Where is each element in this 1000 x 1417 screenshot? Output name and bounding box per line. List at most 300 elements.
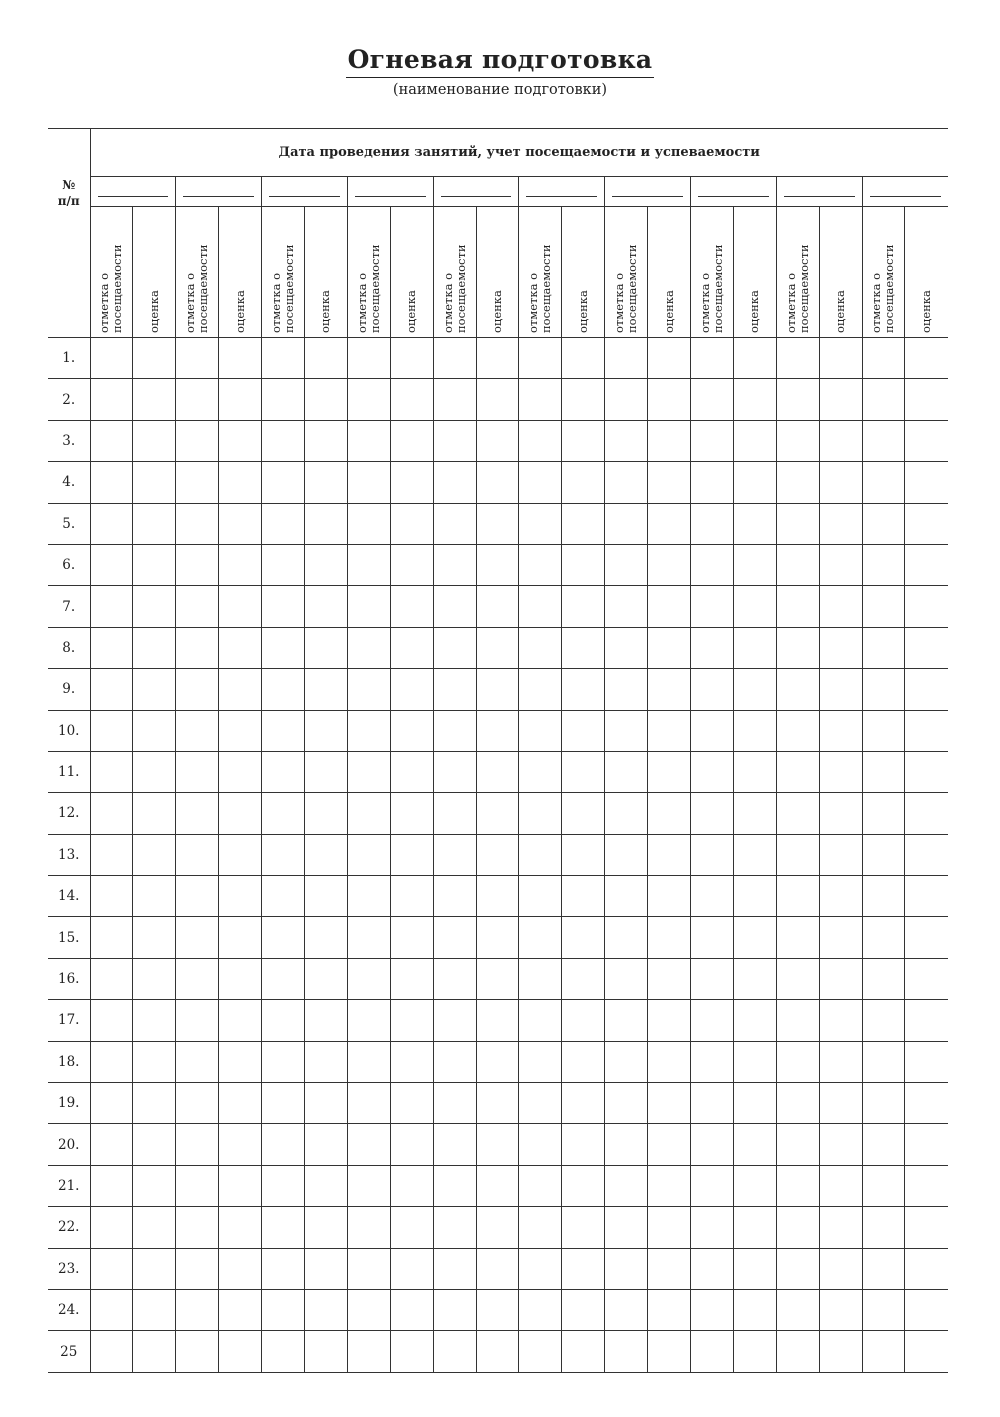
- grade-cell[interactable]: [819, 958, 862, 999]
- attendance-cell[interactable]: [862, 876, 905, 917]
- attendance-cell[interactable]: [433, 1041, 476, 1082]
- grade-cell[interactable]: [219, 338, 262, 379]
- attendance-cell[interactable]: [176, 1000, 219, 1041]
- attendance-cell[interactable]: [262, 1083, 305, 1124]
- attendance-cell[interactable]: [690, 1041, 733, 1082]
- grade-cell[interactable]: [219, 1248, 262, 1289]
- attendance-cell[interactable]: [776, 379, 819, 420]
- grade-cell[interactable]: [819, 338, 862, 379]
- grade-cell[interactable]: [905, 1165, 948, 1206]
- date-blank-cell[interactable]: [347, 177, 433, 207]
- grade-cell[interactable]: [133, 1331, 176, 1372]
- grade-cell[interactable]: [648, 1000, 691, 1041]
- attendance-cell[interactable]: [262, 1041, 305, 1082]
- grade-cell[interactable]: [476, 1207, 519, 1248]
- grade-cell[interactable]: [304, 710, 347, 751]
- grade-cell[interactable]: [304, 1331, 347, 1372]
- attendance-cell[interactable]: [690, 917, 733, 958]
- grade-cell[interactable]: [733, 1207, 776, 1248]
- grade-cell[interactable]: [476, 544, 519, 585]
- grade-cell[interactable]: [476, 1331, 519, 1372]
- attendance-cell[interactable]: [176, 958, 219, 999]
- grade-cell[interactable]: [133, 834, 176, 875]
- grade-cell[interactable]: [476, 586, 519, 627]
- grade-cell[interactable]: [219, 834, 262, 875]
- attendance-cell[interactable]: [776, 669, 819, 710]
- attendance-cell[interactable]: [690, 1207, 733, 1248]
- grade-cell[interactable]: [733, 834, 776, 875]
- grade-cell[interactable]: [562, 544, 605, 585]
- grade-cell[interactable]: [390, 751, 433, 792]
- grade-cell[interactable]: [819, 1165, 862, 1206]
- attendance-cell[interactable]: [347, 834, 390, 875]
- attendance-cell[interactable]: [862, 1331, 905, 1372]
- grade-cell[interactable]: [390, 669, 433, 710]
- grade-cell[interactable]: [219, 544, 262, 585]
- grade-cell[interactable]: [733, 379, 776, 420]
- grade-cell[interactable]: [304, 669, 347, 710]
- grade-cell[interactable]: [304, 958, 347, 999]
- grade-cell[interactable]: [905, 338, 948, 379]
- grade-cell[interactable]: [905, 958, 948, 999]
- attendance-cell[interactable]: [262, 876, 305, 917]
- grade-cell[interactable]: [390, 1000, 433, 1041]
- attendance-cell[interactable]: [776, 503, 819, 544]
- attendance-cell[interactable]: [776, 710, 819, 751]
- grade-cell[interactable]: [476, 669, 519, 710]
- attendance-cell[interactable]: [519, 338, 562, 379]
- attendance-cell[interactable]: [519, 627, 562, 668]
- grade-cell[interactable]: [819, 669, 862, 710]
- attendance-cell[interactable]: [519, 1207, 562, 1248]
- grade-cell[interactable]: [562, 627, 605, 668]
- attendance-cell[interactable]: [433, 834, 476, 875]
- grade-cell[interactable]: [905, 462, 948, 503]
- grade-cell[interactable]: [133, 503, 176, 544]
- grade-cell[interactable]: [219, 1165, 262, 1206]
- grade-cell[interactable]: [476, 710, 519, 751]
- grade-cell[interactable]: [819, 1000, 862, 1041]
- grade-cell[interactable]: [905, 1207, 948, 1248]
- attendance-cell[interactable]: [433, 1248, 476, 1289]
- attendance-cell[interactable]: [690, 627, 733, 668]
- attendance-cell[interactable]: [690, 420, 733, 461]
- grade-cell[interactable]: [648, 1207, 691, 1248]
- grade-cell[interactable]: [733, 1124, 776, 1165]
- attendance-cell[interactable]: [433, 420, 476, 461]
- grade-cell[interactable]: [648, 1289, 691, 1330]
- attendance-cell[interactable]: [519, 876, 562, 917]
- grade-cell[interactable]: [733, 503, 776, 544]
- grade-cell[interactable]: [733, 751, 776, 792]
- grade-cell[interactable]: [905, 710, 948, 751]
- grade-cell[interactable]: [133, 751, 176, 792]
- grade-cell[interactable]: [304, 917, 347, 958]
- grade-cell[interactable]: [733, 1041, 776, 1082]
- attendance-cell[interactable]: [176, 1041, 219, 1082]
- attendance-cell[interactable]: [262, 420, 305, 461]
- attendance-cell[interactable]: [862, 379, 905, 420]
- grade-cell[interactable]: [648, 1165, 691, 1206]
- date-blank-cell[interactable]: [176, 177, 262, 207]
- attendance-cell[interactable]: [433, 379, 476, 420]
- attendance-cell[interactable]: [690, 958, 733, 999]
- attendance-cell[interactable]: [776, 1331, 819, 1372]
- grade-cell[interactable]: [133, 1248, 176, 1289]
- grade-cell[interactable]: [733, 1000, 776, 1041]
- grade-cell[interactable]: [390, 1248, 433, 1289]
- attendance-cell[interactable]: [519, 503, 562, 544]
- grade-cell[interactable]: [219, 1124, 262, 1165]
- grade-cell[interactable]: [476, 420, 519, 461]
- attendance-cell[interactable]: [605, 1331, 648, 1372]
- attendance-cell[interactable]: [690, 751, 733, 792]
- grade-cell[interactable]: [304, 1289, 347, 1330]
- attendance-cell[interactable]: [176, 1289, 219, 1330]
- attendance-cell[interactable]: [690, 379, 733, 420]
- grade-cell[interactable]: [562, 958, 605, 999]
- grade-cell[interactable]: [219, 751, 262, 792]
- grade-cell[interactable]: [648, 1041, 691, 1082]
- attendance-cell[interactable]: [433, 1083, 476, 1124]
- grade-cell[interactable]: [219, 793, 262, 834]
- attendance-cell[interactable]: [519, 420, 562, 461]
- attendance-cell[interactable]: [90, 462, 133, 503]
- attendance-cell[interactable]: [90, 1289, 133, 1330]
- attendance-cell[interactable]: [347, 544, 390, 585]
- grade-cell[interactable]: [733, 1165, 776, 1206]
- attendance-cell[interactable]: [519, 958, 562, 999]
- grade-cell[interactable]: [390, 1289, 433, 1330]
- grade-cell[interactable]: [562, 1289, 605, 1330]
- attendance-cell[interactable]: [690, 1248, 733, 1289]
- attendance-cell[interactable]: [262, 1331, 305, 1372]
- grade-cell[interactable]: [905, 1124, 948, 1165]
- grade-cell[interactable]: [304, 1165, 347, 1206]
- grade-cell[interactable]: [133, 958, 176, 999]
- attendance-cell[interactable]: [605, 1207, 648, 1248]
- grade-cell[interactable]: [219, 1000, 262, 1041]
- attendance-cell[interactable]: [519, 379, 562, 420]
- grade-cell[interactable]: [562, 503, 605, 544]
- attendance-cell[interactable]: [433, 462, 476, 503]
- grade-cell[interactable]: [819, 462, 862, 503]
- grade-cell[interactable]: [905, 586, 948, 627]
- attendance-cell[interactable]: [347, 462, 390, 503]
- attendance-cell[interactable]: [862, 1207, 905, 1248]
- attendance-cell[interactable]: [433, 1124, 476, 1165]
- attendance-cell[interactable]: [433, 627, 476, 668]
- attendance-cell[interactable]: [862, 751, 905, 792]
- grade-cell[interactable]: [390, 1207, 433, 1248]
- grade-cell[interactable]: [304, 751, 347, 792]
- attendance-cell[interactable]: [90, 503, 133, 544]
- attendance-cell[interactable]: [433, 544, 476, 585]
- attendance-cell[interactable]: [433, 1331, 476, 1372]
- attendance-cell[interactable]: [90, 876, 133, 917]
- attendance-cell[interactable]: [176, 503, 219, 544]
- attendance-cell[interactable]: [862, 710, 905, 751]
- grade-cell[interactable]: [476, 503, 519, 544]
- grade-cell[interactable]: [133, 544, 176, 585]
- attendance-cell[interactable]: [347, 1289, 390, 1330]
- attendance-cell[interactable]: [176, 1124, 219, 1165]
- attendance-cell[interactable]: [519, 710, 562, 751]
- attendance-cell[interactable]: [262, 917, 305, 958]
- attendance-cell[interactable]: [690, 544, 733, 585]
- attendance-cell[interactable]: [862, 1289, 905, 1330]
- attendance-cell[interactable]: [776, 958, 819, 999]
- grade-cell[interactable]: [733, 544, 776, 585]
- attendance-cell[interactable]: [862, 834, 905, 875]
- attendance-cell[interactable]: [605, 669, 648, 710]
- attendance-cell[interactable]: [519, 1248, 562, 1289]
- grade-cell[interactable]: [476, 958, 519, 999]
- attendance-cell[interactable]: [90, 420, 133, 461]
- attendance-cell[interactable]: [90, 669, 133, 710]
- grade-cell[interactable]: [219, 503, 262, 544]
- attendance-cell[interactable]: [519, 1000, 562, 1041]
- attendance-cell[interactable]: [605, 751, 648, 792]
- attendance-cell[interactable]: [176, 627, 219, 668]
- grade-cell[interactable]: [304, 544, 347, 585]
- grade-cell[interactable]: [648, 751, 691, 792]
- attendance-cell[interactable]: [262, 1248, 305, 1289]
- grade-cell[interactable]: [733, 1248, 776, 1289]
- attendance-cell[interactable]: [90, 379, 133, 420]
- grade-cell[interactable]: [733, 1083, 776, 1124]
- attendance-cell[interactable]: [690, 1165, 733, 1206]
- grade-cell[interactable]: [476, 462, 519, 503]
- attendance-cell[interactable]: [176, 1083, 219, 1124]
- grade-cell[interactable]: [219, 958, 262, 999]
- attendance-cell[interactable]: [690, 462, 733, 503]
- grade-cell[interactable]: [476, 793, 519, 834]
- attendance-cell[interactable]: [605, 462, 648, 503]
- grade-cell[interactable]: [304, 586, 347, 627]
- attendance-cell[interactable]: [90, 1000, 133, 1041]
- attendance-cell[interactable]: [347, 1165, 390, 1206]
- grade-cell[interactable]: [219, 586, 262, 627]
- attendance-cell[interactable]: [433, 1000, 476, 1041]
- attendance-cell[interactable]: [519, 793, 562, 834]
- grade-cell[interactable]: [390, 1083, 433, 1124]
- grade-cell[interactable]: [476, 1124, 519, 1165]
- attendance-cell[interactable]: [262, 462, 305, 503]
- grade-cell[interactable]: [133, 876, 176, 917]
- grade-cell[interactable]: [476, 338, 519, 379]
- attendance-cell[interactable]: [90, 793, 133, 834]
- date-blank-cell[interactable]: [433, 177, 519, 207]
- grade-cell[interactable]: [476, 834, 519, 875]
- grade-cell[interactable]: [562, 834, 605, 875]
- grade-cell[interactable]: [304, 834, 347, 875]
- grade-cell[interactable]: [304, 1041, 347, 1082]
- attendance-cell[interactable]: [176, 586, 219, 627]
- grade-cell[interactable]: [648, 793, 691, 834]
- attendance-cell[interactable]: [262, 1124, 305, 1165]
- grade-cell[interactable]: [476, 379, 519, 420]
- attendance-cell[interactable]: [347, 503, 390, 544]
- grade-cell[interactable]: [562, 338, 605, 379]
- attendance-cell[interactable]: [776, 876, 819, 917]
- grade-cell[interactable]: [562, 1000, 605, 1041]
- grade-cell[interactable]: [819, 379, 862, 420]
- grade-cell[interactable]: [819, 1248, 862, 1289]
- attendance-cell[interactable]: [433, 710, 476, 751]
- attendance-cell[interactable]: [176, 669, 219, 710]
- grade-cell[interactable]: [905, 793, 948, 834]
- grade-cell[interactable]: [133, 1207, 176, 1248]
- grade-cell[interactable]: [819, 1041, 862, 1082]
- attendance-cell[interactable]: [776, 834, 819, 875]
- attendance-cell[interactable]: [90, 917, 133, 958]
- grade-cell[interactable]: [819, 1207, 862, 1248]
- grade-cell[interactable]: [562, 793, 605, 834]
- grade-cell[interactable]: [390, 917, 433, 958]
- grade-cell[interactable]: [819, 793, 862, 834]
- attendance-cell[interactable]: [862, 1083, 905, 1124]
- attendance-cell[interactable]: [433, 586, 476, 627]
- grade-cell[interactable]: [562, 1041, 605, 1082]
- grade-cell[interactable]: [476, 1165, 519, 1206]
- attendance-cell[interactable]: [862, 1000, 905, 1041]
- attendance-cell[interactable]: [176, 338, 219, 379]
- grade-cell[interactable]: [304, 379, 347, 420]
- grade-cell[interactable]: [219, 1289, 262, 1330]
- grade-cell[interactable]: [819, 586, 862, 627]
- attendance-cell[interactable]: [690, 876, 733, 917]
- grade-cell[interactable]: [390, 1124, 433, 1165]
- grade-cell[interactable]: [133, 627, 176, 668]
- attendance-cell[interactable]: [176, 751, 219, 792]
- attendance-cell[interactable]: [176, 793, 219, 834]
- grade-cell[interactable]: [905, 751, 948, 792]
- grade-cell[interactable]: [219, 379, 262, 420]
- attendance-cell[interactable]: [176, 876, 219, 917]
- attendance-cell[interactable]: [262, 338, 305, 379]
- grade-cell[interactable]: [648, 958, 691, 999]
- grade-cell[interactable]: [304, 1207, 347, 1248]
- grade-cell[interactable]: [905, 1289, 948, 1330]
- grade-cell[interactable]: [219, 627, 262, 668]
- attendance-cell[interactable]: [519, 1289, 562, 1330]
- attendance-cell[interactable]: [605, 1041, 648, 1082]
- attendance-cell[interactable]: [176, 1207, 219, 1248]
- grade-cell[interactable]: [562, 1165, 605, 1206]
- attendance-cell[interactable]: [519, 544, 562, 585]
- attendance-cell[interactable]: [690, 503, 733, 544]
- attendance-cell[interactable]: [862, 544, 905, 585]
- attendance-cell[interactable]: [347, 917, 390, 958]
- attendance-cell[interactable]: [605, 544, 648, 585]
- grade-cell[interactable]: [819, 834, 862, 875]
- attendance-cell[interactable]: [862, 793, 905, 834]
- attendance-cell[interactable]: [690, 710, 733, 751]
- grade-cell[interactable]: [733, 793, 776, 834]
- attendance-cell[interactable]: [347, 793, 390, 834]
- attendance-cell[interactable]: [90, 544, 133, 585]
- grade-cell[interactable]: [133, 1165, 176, 1206]
- grade-cell[interactable]: [562, 1124, 605, 1165]
- attendance-cell[interactable]: [519, 1041, 562, 1082]
- attendance-cell[interactable]: [90, 627, 133, 668]
- grade-cell[interactable]: [390, 503, 433, 544]
- grade-cell[interactable]: [390, 793, 433, 834]
- attendance-cell[interactable]: [347, 1124, 390, 1165]
- attendance-cell[interactable]: [776, 420, 819, 461]
- attendance-cell[interactable]: [347, 669, 390, 710]
- grade-cell[interactable]: [390, 420, 433, 461]
- grade-cell[interactable]: [562, 462, 605, 503]
- attendance-cell[interactable]: [347, 751, 390, 792]
- attendance-cell[interactable]: [519, 462, 562, 503]
- grade-cell[interactable]: [905, 834, 948, 875]
- attendance-cell[interactable]: [347, 1331, 390, 1372]
- attendance-cell[interactable]: [519, 1331, 562, 1372]
- attendance-cell[interactable]: [776, 917, 819, 958]
- attendance-cell[interactable]: [262, 793, 305, 834]
- grade-cell[interactable]: [562, 1207, 605, 1248]
- attendance-cell[interactable]: [605, 917, 648, 958]
- grade-cell[interactable]: [648, 420, 691, 461]
- attendance-cell[interactable]: [262, 751, 305, 792]
- grade-cell[interactable]: [648, 710, 691, 751]
- grade-cell[interactable]: [905, 503, 948, 544]
- attendance-cell[interactable]: [176, 1248, 219, 1289]
- attendance-cell[interactable]: [862, 338, 905, 379]
- attendance-cell[interactable]: [690, 338, 733, 379]
- attendance-cell[interactable]: [90, 1165, 133, 1206]
- attendance-cell[interactable]: [605, 1165, 648, 1206]
- grade-cell[interactable]: [390, 958, 433, 999]
- attendance-cell[interactable]: [262, 1289, 305, 1330]
- attendance-cell[interactable]: [862, 1165, 905, 1206]
- attendance-cell[interactable]: [176, 462, 219, 503]
- attendance-cell[interactable]: [605, 1000, 648, 1041]
- attendance-cell[interactable]: [519, 751, 562, 792]
- attendance-cell[interactable]: [262, 544, 305, 585]
- grade-cell[interactable]: [476, 1289, 519, 1330]
- attendance-cell[interactable]: [433, 503, 476, 544]
- attendance-cell[interactable]: [605, 1248, 648, 1289]
- attendance-cell[interactable]: [862, 1248, 905, 1289]
- grade-cell[interactable]: [562, 1248, 605, 1289]
- grade-cell[interactable]: [133, 1000, 176, 1041]
- attendance-cell[interactable]: [605, 338, 648, 379]
- attendance-cell[interactable]: [776, 544, 819, 585]
- attendance-cell[interactable]: [90, 1041, 133, 1082]
- attendance-cell[interactable]: [262, 710, 305, 751]
- attendance-cell[interactable]: [176, 834, 219, 875]
- attendance-cell[interactable]: [433, 1207, 476, 1248]
- attendance-cell[interactable]: [433, 338, 476, 379]
- attendance-cell[interactable]: [690, 1083, 733, 1124]
- grade-cell[interactable]: [304, 876, 347, 917]
- attendance-cell[interactable]: [347, 627, 390, 668]
- grade-cell[interactable]: [133, 793, 176, 834]
- attendance-cell[interactable]: [347, 1207, 390, 1248]
- grade-cell[interactable]: [219, 669, 262, 710]
- grade-cell[interactable]: [648, 669, 691, 710]
- date-blank-cell[interactable]: [519, 177, 605, 207]
- grade-cell[interactable]: [390, 1165, 433, 1206]
- grade-cell[interactable]: [905, 420, 948, 461]
- grade-cell[interactable]: [476, 1083, 519, 1124]
- attendance-cell[interactable]: [347, 958, 390, 999]
- grade-cell[interactable]: [476, 1000, 519, 1041]
- grade-cell[interactable]: [819, 917, 862, 958]
